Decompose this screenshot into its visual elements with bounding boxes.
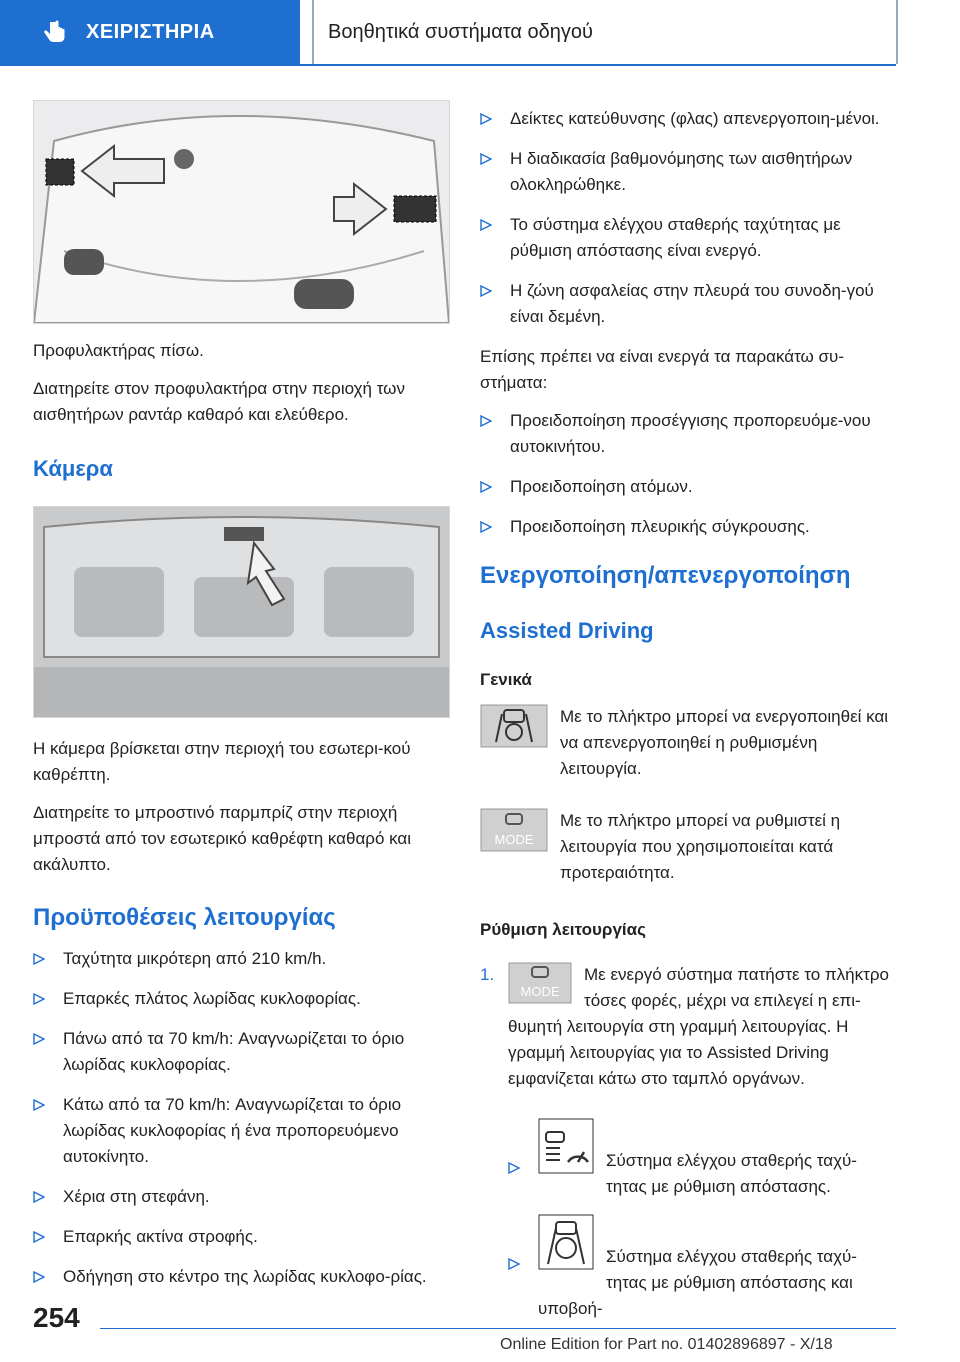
page-header bbox=[0, 0, 960, 66]
assisted-driving-heading: Assisted Driving bbox=[480, 618, 654, 643]
rear-text: Διατηρείτε στον προφυλακτήρα στην περιοχή των αισθητήρων ραντάρ καθαρό και ελεύθερο. bbox=[33, 379, 405, 424]
triangle-bullet-icon bbox=[33, 1191, 45, 1203]
steering-assist-icon bbox=[538, 1214, 594, 1270]
header-rule bbox=[0, 64, 896, 66]
rear-caption: Προφυλακτήρας πίσω. bbox=[33, 341, 204, 360]
triangle-bullet-icon bbox=[480, 415, 492, 427]
list-item: Η διαδικασία βαθμονόμησης των αισθητήρων ολοκληρώθηκε. bbox=[480, 146, 895, 198]
section-title-box bbox=[312, 0, 898, 64]
activation-heading: Ενεργοποίηση/απενεργοποίηση bbox=[480, 562, 851, 589]
assisted-driving-button-icon bbox=[480, 704, 548, 748]
triangle-bullet-icon bbox=[33, 1271, 45, 1283]
general-block-2 bbox=[480, 808, 895, 898]
list-item: Σύστημα ελέγχου σταθερής ταχύ-τητας με ρύθμιση απόστασης. bbox=[508, 1118, 895, 1200]
step-mode-button-image bbox=[508, 962, 572, 1009]
list-item: Δείκτες κατεύθυνσης (φλας) απενεργοποιη-μένοι. bbox=[480, 106, 895, 132]
camera-heading: Κάμερα bbox=[33, 456, 113, 481]
cruise-control-distance-icon bbox=[538, 1118, 594, 1174]
section-title: Βοηθητικά συστήματα οδηγού bbox=[328, 20, 593, 43]
list-item: Προειδοποίηση ατόμων. bbox=[480, 474, 895, 500]
list-item: Ταχύτητα μικρότερη από 210 km/h. bbox=[33, 946, 448, 972]
hand-pointer-icon bbox=[40, 18, 68, 46]
requirements-heading: Προϋποθέσεις λειτουργίας bbox=[33, 904, 336, 931]
general-text-2: Με το πλήκτρο μπορεί να ρυθμιστεί η λειτουργία που χρησιμοποιείται κατά προτεραιότητα. bbox=[560, 811, 841, 882]
step-sub-list bbox=[508, 1118, 895, 1322]
list-item: Το σύστημα ελέγχου σταθερής ταχύτητας με ρύθμιση απόστασης είναι ενεργό. bbox=[480, 212, 895, 264]
svg-text:MODE: MODE bbox=[494, 832, 534, 847]
mode-button-icon bbox=[480, 808, 548, 852]
triangle-bullet-icon bbox=[33, 1033, 45, 1045]
general-text-1: Με το πλήκτρο μπορεί να ενεργοποιηθεί και να απενεργοποιηθεί η ρυθμισμένη λειτουργία. bbox=[560, 707, 889, 778]
assist-button-image bbox=[480, 704, 548, 753]
rear-bumper-image bbox=[33, 100, 450, 324]
list-item: Σύστημα ελέγχου σταθερής ταχύ-τητας με ρύθμιση απόστασης και υποβοή- bbox=[508, 1214, 895, 1322]
triangle-bullet-icon bbox=[480, 219, 492, 231]
rear-bumper-illustration bbox=[34, 101, 449, 323]
list-item: Προειδοποίηση προσέγγισης προπορευόμε-νου αυτοκινήτου. bbox=[480, 408, 895, 460]
triangle-bullet-icon bbox=[508, 1162, 520, 1174]
step-text: Με ενεργό σύστημα πατήστε το πλήκτρο τόσες φορές, μέχρι να επιλεγεί η επι-θυμητή λειτουργία στη γραμμή λειτουργίας. Η γραμμή λειτουργίας για το Assisted Driving εμφανίζεται κάτω στο ταμπλό οργάνων. bbox=[508, 965, 889, 1088]
edition-text: Online Edition for Part no. 01402896897 - X/18 bbox=[500, 1336, 833, 1353]
also-list bbox=[480, 408, 895, 540]
list-item: Χέρια στη στεφάνη. bbox=[33, 1184, 448, 1210]
general-heading: Γενικά bbox=[480, 670, 532, 689]
list-item: Προειδοποίηση πλευρικής σύγκρουσης. bbox=[480, 514, 895, 540]
page-number: 254 bbox=[33, 1302, 80, 1333]
setting-heading: Ρύθμιση λειτουργίας bbox=[480, 920, 646, 939]
mode-button-icon bbox=[508, 962, 572, 1004]
camera-illustration bbox=[34, 507, 449, 717]
triangle-bullet-icon bbox=[480, 521, 492, 533]
triangle-bullet-icon bbox=[480, 285, 492, 297]
triangle-bullet-icon bbox=[508, 1258, 520, 1270]
triangle-bullet-icon bbox=[33, 993, 45, 1005]
triangle-bullet-icon bbox=[33, 953, 45, 965]
triangle-bullet-icon bbox=[33, 1231, 45, 1243]
list-item: Κάτω από τα 70 km/h: Αναγνωρίζεται το όριο λωρίδας κυκλοφορίας ή ένα προπορευόμενο αυτοκίνητο. bbox=[33, 1092, 448, 1170]
general-block-1 bbox=[480, 704, 895, 794]
triangle-bullet-icon bbox=[480, 113, 492, 125]
acc-steering-icon-image bbox=[538, 1214, 594, 1278]
left-column bbox=[33, 100, 448, 1304]
camera-caption: Η κάμερα βρίσκεται στην περιοχή του εσωτερι-κού καθρέπτη. bbox=[33, 739, 411, 784]
also-text: Επίσης πρέπει να είναι ενεργά τα παρακάτω συ-στήματα: bbox=[480, 347, 844, 392]
acc-icon-image bbox=[538, 1118, 594, 1182]
right-column bbox=[480, 106, 895, 1336]
camera-image bbox=[33, 506, 450, 718]
list-item: Πάνω από τα 70 km/h: Αναγνωρίζεται το όριο λωρίδας κυκλοφορίας. bbox=[33, 1026, 448, 1078]
list-item: Οδήγηση στο κέντρο της λωρίδας κυκλοφο-ρίας. bbox=[33, 1264, 448, 1290]
requirements-list bbox=[33, 946, 448, 1290]
list-item: Επαρκής ακτίνα στροφής. bbox=[33, 1224, 448, 1250]
triangle-bullet-icon bbox=[33, 1099, 45, 1111]
footer-rule bbox=[100, 1328, 896, 1329]
triangle-bullet-icon bbox=[480, 481, 492, 493]
step-1 bbox=[480, 962, 895, 1322]
mode-button-image bbox=[480, 808, 548, 857]
list-item: Επαρκές πλάτος λωρίδας κυκλοφορίας. bbox=[33, 986, 448, 1012]
chapter-tab-label: ΧΕΙΡΙΣΤΗΡΙΑ bbox=[86, 20, 215, 43]
svg-text:MODE: MODE bbox=[520, 984, 560, 999]
step-number: 1. bbox=[480, 965, 495, 984]
chapter-tab[interactable] bbox=[0, 0, 300, 64]
triangle-bullet-icon bbox=[480, 153, 492, 165]
requirements-list-continued bbox=[480, 106, 895, 330]
list-item: Η ζώνη ασφαλείας στην πλευρά του συνοδη-γού είναι δεμένη. bbox=[480, 278, 895, 330]
camera-text: Διατηρείτε το μπροστινό παρμπρίζ στην περιοχή μπροστά από τον εσωτερικό καθρέφτη καθαρό και ακάλυπτο. bbox=[33, 803, 412, 874]
